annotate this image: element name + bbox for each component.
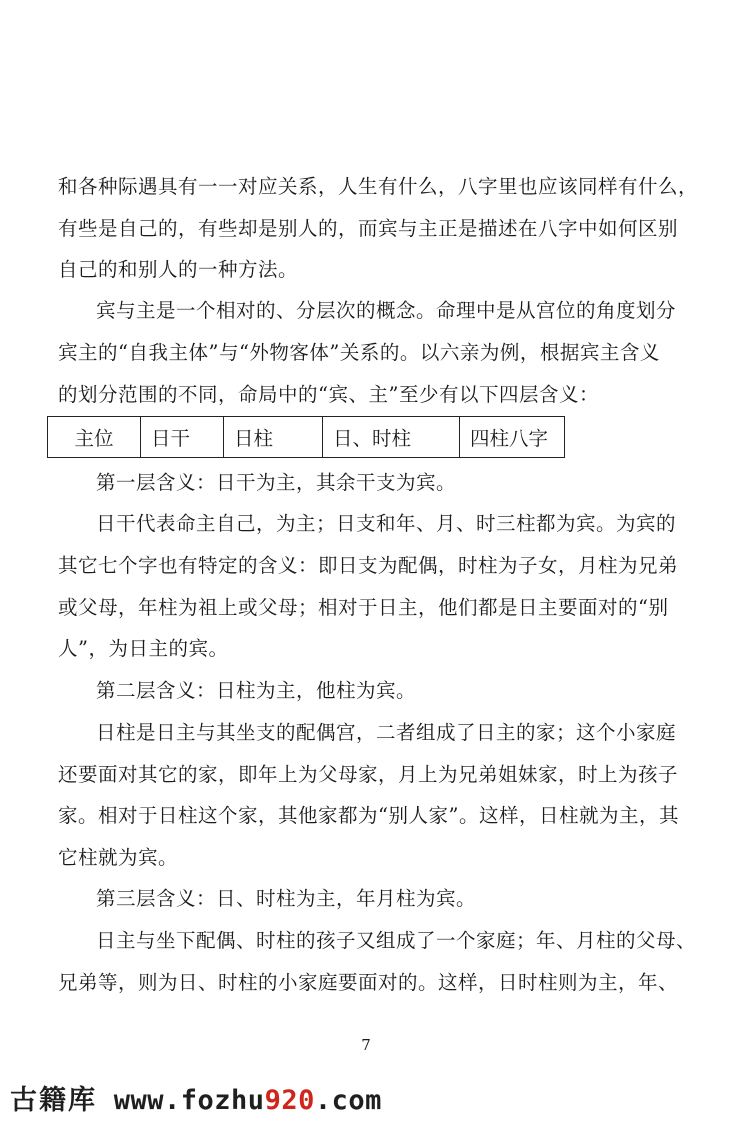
text-line: 第三层含义：日、时柱为主，年月柱为宾。 [96,887,477,910]
text-line: 宾主的“自我主体”与“外物客体”关系的。以六亲为例，根据宾主含义 [58,341,660,364]
table-row [48,417,565,458]
table-cell: 日干 [141,417,224,458]
layer-table [47,416,565,458]
text-line: 其它七个字也有特定的含义：即日支为配偶，时柱为子女，月柱为兄弟 [58,554,679,577]
watermark-suffix: .com [314,1085,382,1116]
text-line: 日干代表命主自己，为主；日支和年、月、时三柱都为宾。为宾的 [96,512,677,535]
text-line: 日柱是日主与其坐支的配偶宫，二者组成了日主的家；这个小家庭 [96,721,677,744]
text-line: 家。相对于日柱这个家，其他家都为“别人家”。这样，日柱就为主，其 [58,804,679,827]
site-watermark [10,1078,382,1117]
table-cell: 主位 [48,417,141,458]
page-number: 7 [361,1036,371,1054]
text-line: 的划分范围的不同，命局中的“宾、主”至少有以下四层含义： [58,383,599,406]
text-line: 自己的和别人的一种方法。 [58,258,299,281]
text-line: 有些是自己的，有些却是别人的，而宾与主正是描述在八字中如何区别 [58,217,679,240]
text-line: 人”，为日主的宾。 [58,637,229,660]
text-line: 第一层含义：日干为主，其余干支为宾。 [96,471,457,494]
text-line: 日主与坐下配偶、时柱的孩子又组成了一个家庭；年、月柱的父母、 [96,929,697,952]
text-line: 宾与主是一个相对的、分层次的概念。命理中是从宫位的角度划分 [96,299,677,322]
watermark-number: 920 [264,1085,315,1116]
watermark-cn: 古籍库 [10,1085,97,1116]
table-cell: 日、时柱 [323,417,460,458]
text-line: 还要面对其它的家，即年上为父母家，月上为兄弟姐妹家，时上为孩子 [58,763,679,786]
text-line: 和各种际遇具有一一对应关系，人生有什么，八字里也应该同样有什么， [58,175,699,198]
text-line: 它柱就为宾。 [58,846,179,869]
text-line: 第二层含义：日柱为主，他柱为宾。 [96,679,417,702]
text-line: 或父母，年柱为祖上或父母；相对于日主，他们都是日主要面对的“别 [58,596,669,619]
text-line: 兄弟等，则为日、时柱的小家庭要面对的。这样，日时柱则为主，年、 [58,971,679,994]
table-cell: 四柱八字 [460,417,565,458]
watermark-prefix: www.fozhu [97,1085,265,1116]
table-cell: 日柱 [224,417,323,458]
